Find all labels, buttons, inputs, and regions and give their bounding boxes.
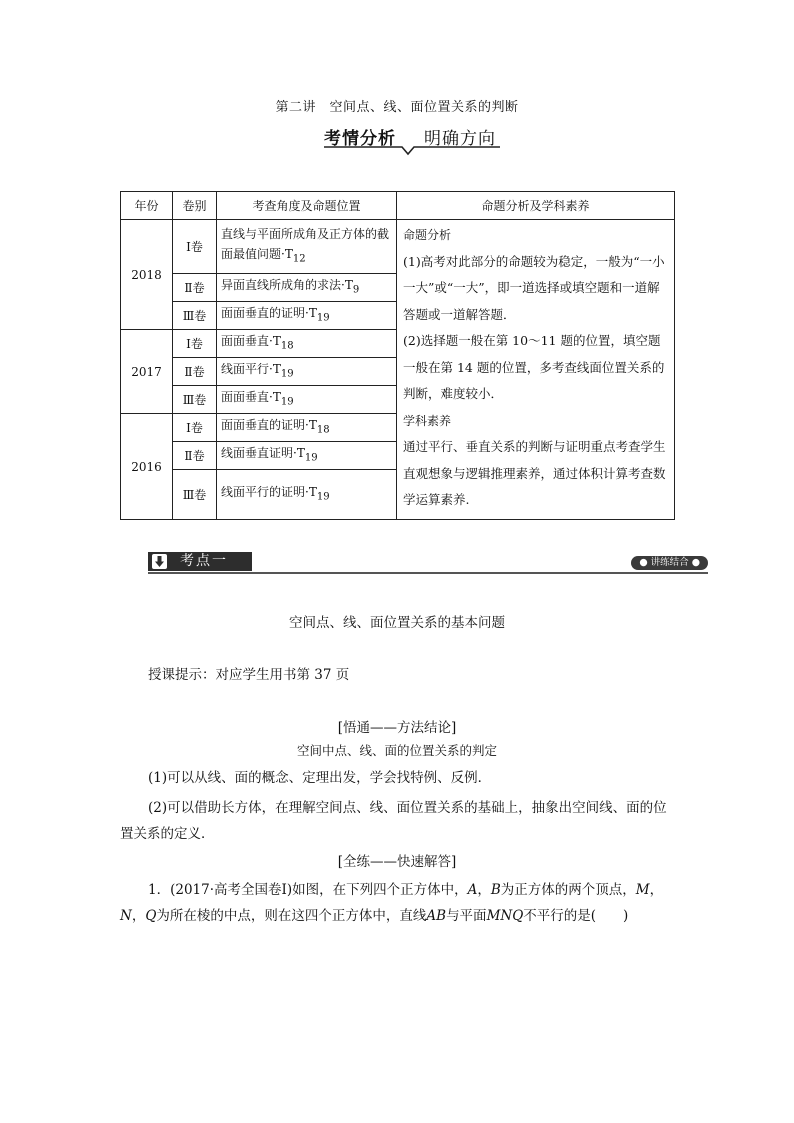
kaodian-tab	[148, 552, 252, 571]
download-arrow-icon	[152, 554, 167, 569]
volume-cell: Ⅰ卷	[173, 414, 217, 442]
practice-heading: [全练——快速解答]	[337, 854, 457, 870]
analysis-heading: 命题分析	[403, 228, 452, 242]
topic-cell: 面面垂直$\cdot T_{19}$	[217, 386, 397, 414]
analysis-cell	[397, 220, 675, 520]
topic-cell: 线面平行$\cdot T_{19}$	[217, 358, 397, 386]
volume-cell: Ⅰ卷	[173, 330, 217, 358]
year-cell: 2016	[121, 414, 173, 520]
volume-cell: Ⅱ卷	[173, 274, 217, 302]
literacy-heading: 学科素养	[403, 413, 452, 428]
teaching-hint: 授课提示：对应学生用书第 37 页	[148, 667, 350, 683]
kaodian-label: 考点一	[180, 553, 228, 569]
table-header-row	[121, 192, 675, 220]
volume-cell: Ⅱ卷	[173, 358, 217, 386]
year-cell: 2017	[121, 330, 173, 414]
volume-cell: Ⅲ卷	[173, 386, 217, 414]
method-heading: [悟通——方法结论]	[337, 720, 457, 736]
section-title: 空间点、线、面位置关系的基本问题	[289, 615, 505, 631]
header-analysis: 命题分析及学科素养	[397, 192, 675, 220]
section-divider	[148, 572, 708, 574]
analysis-banner	[324, 122, 504, 156]
volume-cell: Ⅲ卷	[173, 470, 217, 520]
topic-cell: 直线与平面所成角及正方体的截面最值问题$\cdot T_{12}$	[217, 220, 397, 274]
analysis-text: (2)选择题一般在第 10～11 题的位置，填空题一般在第 14 题的位置，多考查线面位置关系的判断，难度较小．	[403, 333, 665, 401]
header-volume: 卷别	[173, 192, 217, 220]
topic-cell: 线面垂直证明$\cdot T_{19}$	[217, 442, 397, 470]
lecture-title: 第二讲 空间点、线、面位置关系的判断	[275, 100, 519, 115]
topic-cell: 异面直线所成角的求法$\cdot T_9$	[217, 274, 397, 302]
topic-cell: 面面垂直的证明$\cdot T_{19}$	[217, 302, 397, 330]
method-paragraph: (2)可以借助长方体，在理解空间点、线、面位置关系的基础上，抽象出空间线、面的位置关系的定义．	[120, 800, 667, 842]
header-year: 年份	[121, 192, 173, 220]
header-topic: 考查角度及命题位置	[217, 192, 397, 220]
topic-cell: 线面平行的证明$\cdot T_{19}$	[217, 470, 397, 520]
analysis-text: (1)高考对此部分的命题较为稳定，一般为“一小一大”或“一大”，即一道选择或填空题和一道解答题或一道解答题．	[403, 253, 665, 322]
practice-badge: ● 讲练结合 ●	[631, 556, 708, 570]
volume-cell: Ⅱ卷	[173, 442, 217, 470]
method-paragraph: (1)可以从线、面的概念、定理出发，学会找特例、反例．	[148, 770, 492, 786]
question-1: 1．(2017·高考全国卷Ⅰ)如图，在下列四个正方体中，A，B为正方体的两个顶点，M，N，Q为所在棱的中点，则在这四个正方体中，直线AB与平面MNQ不平行的是( )	[120, 882, 664, 924]
banner-underline-icon	[324, 144, 504, 156]
banner-left-label: 考情分析	[324, 129, 396, 149]
kaodian-section-bar	[148, 552, 708, 574]
volume-cell: Ⅰ卷	[173, 220, 217, 274]
method-subheading: 空间中点、线、面的位置关系的判定	[296, 743, 497, 758]
table-row	[121, 220, 675, 274]
banner-right-label: 明确方向	[424, 129, 496, 149]
topic-cell: 面面垂直$\cdot T_{18}$	[217, 330, 397, 358]
exam-analysis-table	[120, 191, 675, 520]
topic-cell: 面面垂直的证明$\cdot T_{18}$	[217, 414, 397, 442]
literacy-text: 通过平行、垂直关系的判断与证明重点考查学生直观想象与逻辑推理素养，通过体积计算考查数学运算素养.	[403, 439, 666, 507]
year-cell: 2018	[121, 220, 173, 330]
volume-cell: Ⅲ卷	[173, 302, 217, 330]
